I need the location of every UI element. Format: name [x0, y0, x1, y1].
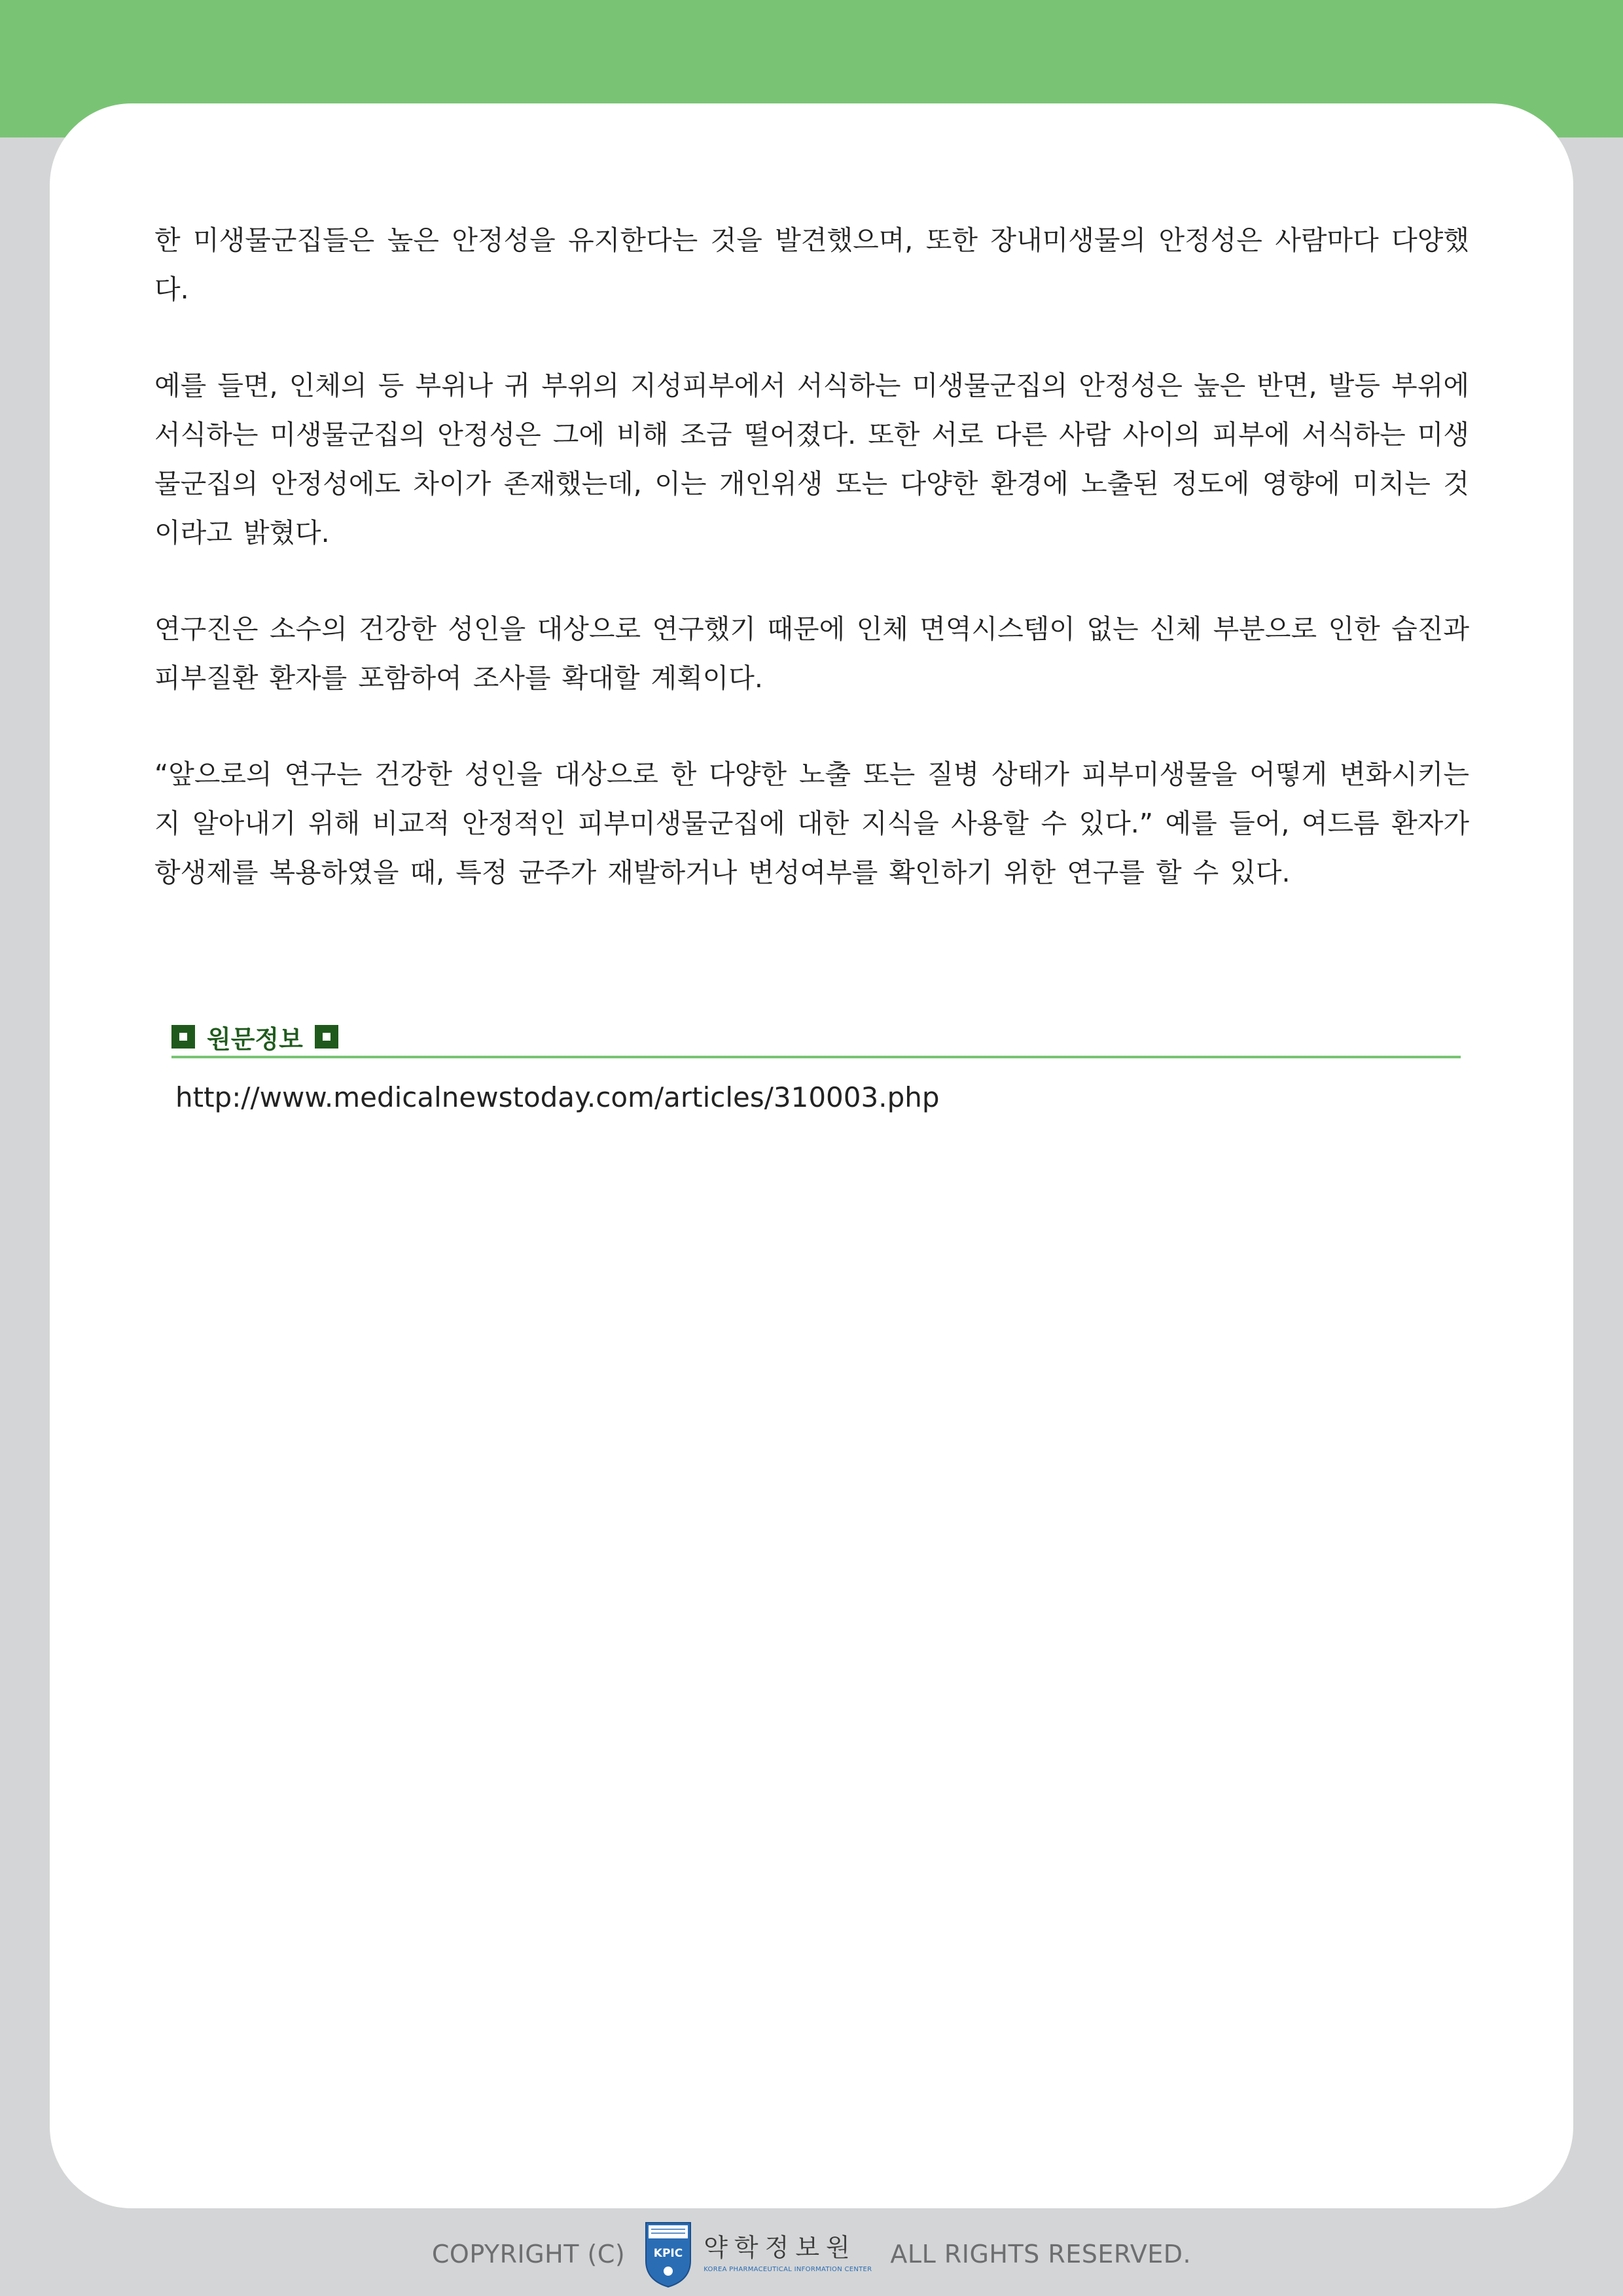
paragraph-3: 연구진은 소수의 건강한 성인을 대상으로 연구했기 때문에 인체 면역시스템이 없는 신체 부분으로 인한 습진과 피부질환 환자를 포함하여 조사를 확대할 계획이다.: [154, 613, 1469, 694]
logo-english-name: KOREA PHARMACEUTICAL INFORMATION CENTER: [704, 2266, 872, 2273]
paragraph-1: 한 미생물군집들은 높은 안정성을 유지한다는 것을 발견했으며, 또한 장내미생물의 안정성은 사람마다 다양했다.: [154, 224, 1469, 305]
logo-korean-name: 약학정보원: [704, 2233, 857, 2262]
source-title: 원문정보: [207, 1024, 303, 1054]
copyright-text: COPYRIGHT (C): [431, 2240, 626, 2269]
bullet-square-icon: [315, 1025, 338, 1049]
emblem-text: KPIC: [654, 2247, 683, 2260]
source-url-link[interactable]: http://www.medicalnewstoday.com/articles/310003.php: [175, 1081, 940, 1113]
bullet-square-icon: [171, 1025, 195, 1049]
kpic-logo: [643, 2220, 872, 2288]
source-section-header: [171, 1018, 1461, 1058]
paragraph-2: 예를 들면, 인체의 등 부위나 귀 부위의 지성피부에서 서식하는 미생물군집의 안정성은 높은 반면, 발등 부위에 서식하는 미생물군집의 안정성은 그에 비해 조금 떨어졌다. 또한 서로 다른 사람 사이의 피부에 서식하는 미생물군집의 안정성에도 차이가 존재했는데, 이는 개인위생 또는 다양한 환경에 노출된 정도에 영향에 미치는 것이라고 밝혔다.: [154, 370, 1469, 548]
footer: [0, 2212, 1623, 2296]
kpic-emblem-icon: [643, 2220, 693, 2288]
paragraph-4: “앞으로의 연구는 건강한 성인을 대상으로 한 다양한 노출 또는 질병 상태가 피부미생물을 어떻게 변화시키는지 알아내기 위해 비교적 안정적인 피부미생물군집에 대한 지식을 사용할 수 있다.” 예를 들어, 여드름 환자가 항생제를 복용하였을 때, 특정 균주가 재발하거나 변성여부를 확인하기 위한 연구를 할 수 있다.: [154, 759, 1469, 888]
rights-text: ALL RIGHTS RESERVED.: [890, 2240, 1192, 2269]
article-body: [154, 216, 1469, 944]
